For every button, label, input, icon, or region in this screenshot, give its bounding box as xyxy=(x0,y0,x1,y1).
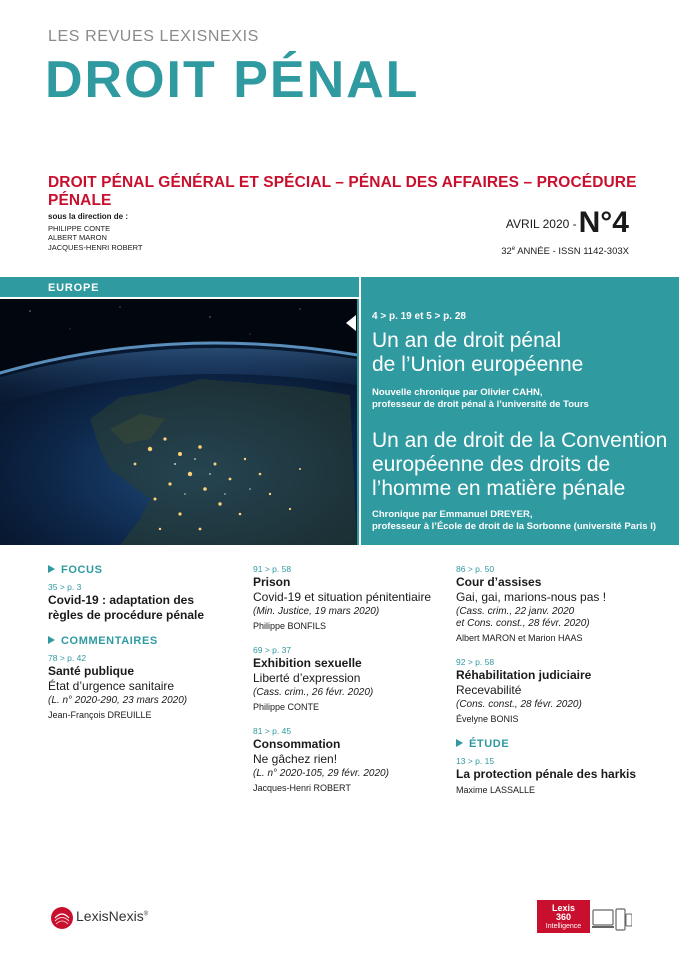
article-citation: (Cons. const., 28 févr. 2020) xyxy=(456,699,582,710)
article-title: Réhabilitation judiciaire xyxy=(456,668,592,682)
logo-text: LexisNexis xyxy=(76,908,144,924)
band-divider-vertical xyxy=(359,277,361,545)
article-ref: 81 > p. 45 xyxy=(253,726,292,736)
article xyxy=(253,645,448,712)
article-ref: 69 > p. 37 xyxy=(253,645,292,655)
article-citation: (L. n° 2020-105, 29 févr. 2020) xyxy=(253,768,389,779)
devices-icon xyxy=(592,908,632,937)
director-name: ALBERT MARON xyxy=(48,233,107,242)
cover-byline-2: Chronique par Emmanuel DREYER, professeur à l’École de droit de la Sorbonne (université Paris I) xyxy=(372,509,657,532)
article-ref: 78 > p. 42 xyxy=(48,653,87,663)
article-author: Jacques-Henri ROBERT xyxy=(253,783,351,793)
article xyxy=(253,726,448,793)
article-ref: 35 > p. 3 xyxy=(48,582,82,592)
lexisnexis-logo-icon xyxy=(50,906,74,930)
editorial-direction xyxy=(48,212,142,252)
issue-year-issn: 32e ANNÉE - ISSN 1142-303X xyxy=(501,246,629,258)
director-name: JACQUES-HENRI ROBERT xyxy=(48,242,143,252)
article-title: Consommation xyxy=(253,737,341,751)
issue-info xyxy=(501,206,629,257)
article-author: Jean-François DREUILLE xyxy=(48,710,152,720)
article xyxy=(253,564,448,631)
issue-number: N°4 xyxy=(578,206,629,239)
article-author: Évelyne BONIS xyxy=(456,714,519,724)
article-citation: (Cass. crim., 22 janv. 2020 et Cons. const., 28 févr. 2020) xyxy=(456,606,590,629)
director-name: PHILIPPE CONTE xyxy=(48,223,111,233)
article-ref: 91 > p. 58 xyxy=(253,564,292,574)
column-2 xyxy=(253,562,448,793)
triangle-right-icon xyxy=(48,636,55,644)
section-commentaires: COMMENTAIRES xyxy=(48,635,248,647)
series-name: LES REVUES LEXISNEXIS xyxy=(48,28,259,45)
pointer-notch xyxy=(346,315,356,331)
article-subtitle: Recevabilité xyxy=(456,683,522,697)
column-3 xyxy=(456,562,656,795)
lexis360-badge: Lexis 360 Intelligence xyxy=(537,900,590,933)
article-citation: (Cass. crim., 26 févr. 2020) xyxy=(253,687,374,698)
article-subtitle: Liberté d’expression xyxy=(253,671,361,685)
section-etude: ÉTUDE xyxy=(456,738,656,750)
cover-byline-1: Nouvelle chronique par Olivier CAHN, professeur de droit pénal à l’université de Tours xyxy=(372,387,589,410)
article-ref: 92 > p. 58 xyxy=(456,657,495,667)
journal-title: DROIT PÉNAL xyxy=(45,51,420,109)
article-subtitle: État d’urgence sanitaire xyxy=(48,679,175,693)
article-title: Prison xyxy=(253,575,291,589)
cover-headline-2: Un an de droit de la Convention européenne des droits de l’homme en matière pénale xyxy=(372,429,668,500)
article-author: Maxime LASSALLE xyxy=(456,785,536,795)
article-title: Covid-19 : adaptation des règles de procédure pénale xyxy=(48,593,205,622)
article-title: Cour d’assises xyxy=(456,575,542,589)
article-ref: 86 > p. 50 xyxy=(456,564,495,574)
article-subtitle: Gai, gai, marions-nous pas ! xyxy=(456,590,607,604)
triangle-right-icon xyxy=(48,565,55,573)
section-label-europe: EUROPE xyxy=(48,282,100,294)
article-author: Philippe BONFILS xyxy=(253,621,327,631)
article-title: Santé publique xyxy=(48,664,135,678)
lexisnexis-logo xyxy=(50,906,149,935)
cover-ref: 4 > p. 19 et 5 > p. 28 xyxy=(372,311,466,322)
journal-subtitle: DROIT PÉNAL GÉNÉRAL ET SPÉCIAL – PÉNAL DES AFFAIRES – PROCÉDURE PÉNALE xyxy=(48,174,637,209)
issue-date: AVRIL 2020 - xyxy=(505,217,577,231)
logo-mark: ® xyxy=(143,911,149,918)
direction-label: sous la direction de : xyxy=(48,212,129,221)
band-divider-horizontal xyxy=(0,297,359,299)
article-title: Exhibition sexuelle xyxy=(253,656,362,670)
cover-headline-1: Un an de droit pénal de l’Union européenne xyxy=(372,329,584,376)
section-focus: FOCUS xyxy=(48,564,248,576)
column-1 xyxy=(48,564,248,720)
article-subtitle: Covid-19 et situation pénitentiaire xyxy=(253,590,432,604)
europe-at-night-image xyxy=(0,299,357,545)
article-citation: (L. n° 2020-290, 23 mars 2020) xyxy=(48,695,188,706)
article xyxy=(456,657,656,724)
article-author: Albert MARON et Marion HAAS xyxy=(456,633,583,643)
article-author: Philippe CONTE xyxy=(253,702,320,712)
article-citation: (Min. Justice, 19 mars 2020) xyxy=(253,606,380,617)
article xyxy=(456,564,656,643)
triangle-right-icon xyxy=(456,739,463,747)
article-subtitle: Ne gâchez rien! xyxy=(253,752,338,766)
article-title: La protection pénale des harkis xyxy=(456,767,637,781)
article-ref: 13 > p. 15 xyxy=(456,756,495,766)
